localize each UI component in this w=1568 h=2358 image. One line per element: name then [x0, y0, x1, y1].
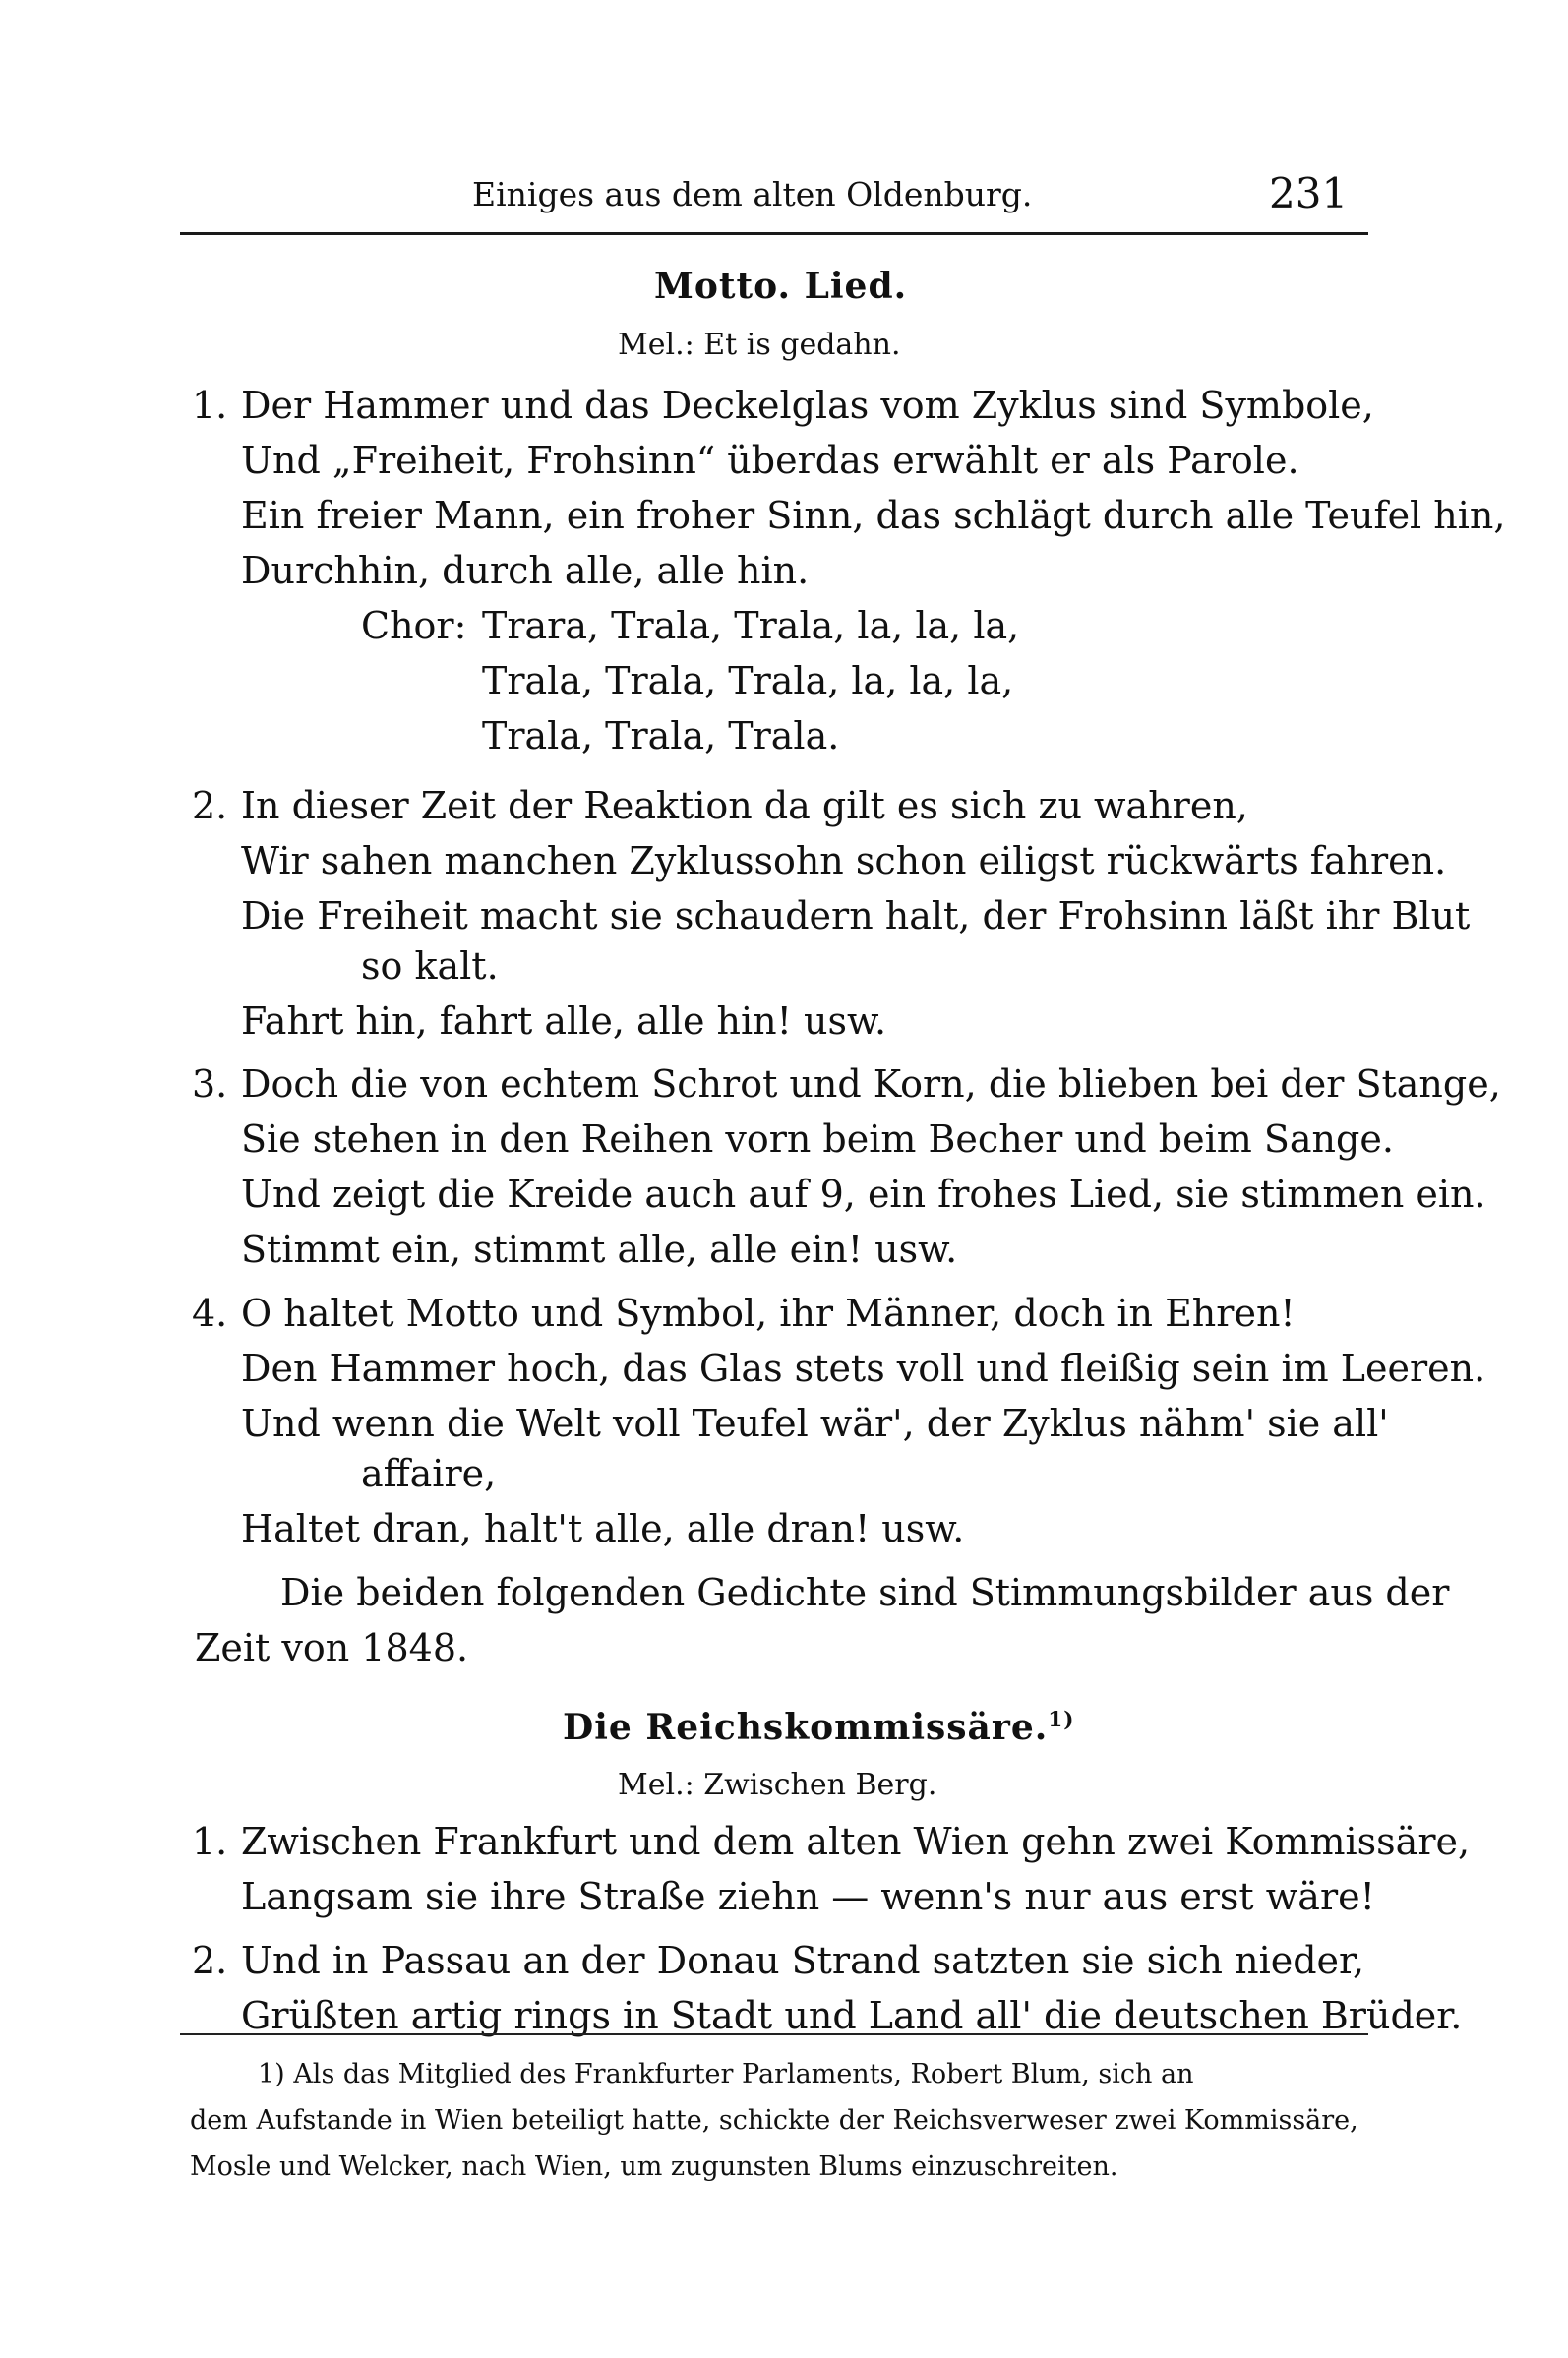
song-title-motto-lied: Motto. Lied.	[654, 266, 908, 307]
verse-line: Grüßten artig rings in Stadt und Land all' die deutschen Brüder.	[241, 1994, 1463, 2037]
footnote-text: Als das Mitglied des Frankfurter Parlaments, Robert Blum, sich an	[293, 2059, 1194, 2089]
verse-line: Und zeigt die Kreide auch auf 9, ein frohes Lied, sie stimmen ein.	[241, 1173, 1486, 1216]
verse-line: Und in Passau an der Donau Strand satzten sie sich nieder,	[241, 1939, 1365, 1982]
chorus-line: Trara, Trala, Trala, la, la, la,	[482, 604, 1020, 647]
verse-line: Und wenn die Welt voll Teufel wär', der Zyklus nähm' sie all'	[241, 1402, 1389, 1445]
footnote-rule	[180, 2033, 1368, 2035]
verse-line: Wir sahen manchen Zyklussohn schon eiligst rückwärts fahren.	[241, 839, 1447, 882]
verse-line: Die Freiheit macht sie schaudern halt, der Frohsinn läßt ihr Blut	[241, 894, 1471, 937]
verse-line: Durchhin, durch alle, alle hin.	[241, 549, 810, 592]
verse-line: Fahrt hin, fahrt alle, alle hin! usw.	[241, 999, 887, 1043]
header-rule	[180, 232, 1368, 235]
song-melody: Mel.: Et is gedahn.	[618, 328, 901, 362]
verse-line: Sie stehen in den Reihen vorn beim Becher und beim Sange.	[241, 1118, 1394, 1161]
verse-number: 1.	[192, 384, 228, 427]
prose-line: Die beiden folgenden Gedichte sind Stimmungsbilder aus der	[280, 1571, 1450, 1614]
verse-line: Stimmt ein, stimmt alle, alle ein! usw.	[241, 1228, 958, 1271]
chorus-line: Trala, Trala, Trala, la, la, la,	[482, 659, 1014, 702]
footnote-line	[258, 2059, 1193, 2089]
footnote-line: Mosle und Welcker, nach Wien, um zugunsten Blums einzuschreiten.	[190, 2151, 1118, 2182]
song-title-reichskommissaere	[563, 1707, 1075, 1748]
footnote-mark: 1)	[258, 2059, 285, 2089]
verse-number: 2.	[192, 784, 228, 827]
verse-number: 3.	[192, 1062, 228, 1106]
verse-line: Der Hammer und das Deckelglas vom Zyklus sind Symbole,	[241, 384, 1374, 427]
verse-line: Und „Freiheit, Frohsinn“ überdas erwählt er als Parole.	[241, 439, 1299, 482]
verse-number: 4.	[192, 1292, 228, 1335]
verse-number: 1.	[192, 1820, 228, 1863]
verse-line: In dieser Zeit der Reaktion da gilt es sich zu wahren,	[241, 784, 1248, 827]
verse-line: O haltet Motto und Symbol, ihr Männer, doch in Ehren!	[241, 1292, 1296, 1335]
verse-line-continuation: so kalt.	[361, 944, 499, 988]
verse-line: Zwischen Frankfurt und dem alten Wien gehn zwei Kommissäre,	[241, 1820, 1471, 1863]
verse-line: Den Hammer hoch, das Glas stets voll und fleißig sein im Leeren.	[241, 1347, 1486, 1390]
chorus-line: Trala, Trala, Trala.	[482, 714, 840, 757]
chorus-label: Chor:	[361, 604, 467, 647]
song-title-text: Die Reichskommissäre.	[563, 1707, 1049, 1748]
prose-line: Zeit von 1848.	[195, 1626, 469, 1669]
footnote-reference: 1)	[1048, 1708, 1075, 1732]
song-melody: Mel.: Zwischen Berg.	[618, 1768, 937, 1802]
footnote-line: dem Aufstande in Wien beteiligt hatte, schickte der Reichsverweser zwei Kommissäre,	[190, 2105, 1358, 2136]
verse-number: 2.	[192, 1939, 228, 1982]
verse-line: Doch die von echtem Schrot und Korn, die blieben bei der Stange,	[241, 1062, 1501, 1106]
verse-line: Ein freier Mann, ein froher Sinn, das schlägt durch alle Teufel hin,	[241, 494, 1506, 537]
page-number: 231	[1269, 169, 1349, 217]
verse-line: Langsam sie ihre Straße ziehn — wenn's nur aus erst wäre!	[241, 1875, 1375, 1918]
verse-line: Haltet dran, halt't alle, alle dran! usw.	[241, 1507, 965, 1550]
running-header-title: Einiges aus dem alten Oldenburg.	[472, 175, 1033, 213]
verse-line-continuation: affaire,	[361, 1452, 497, 1495]
